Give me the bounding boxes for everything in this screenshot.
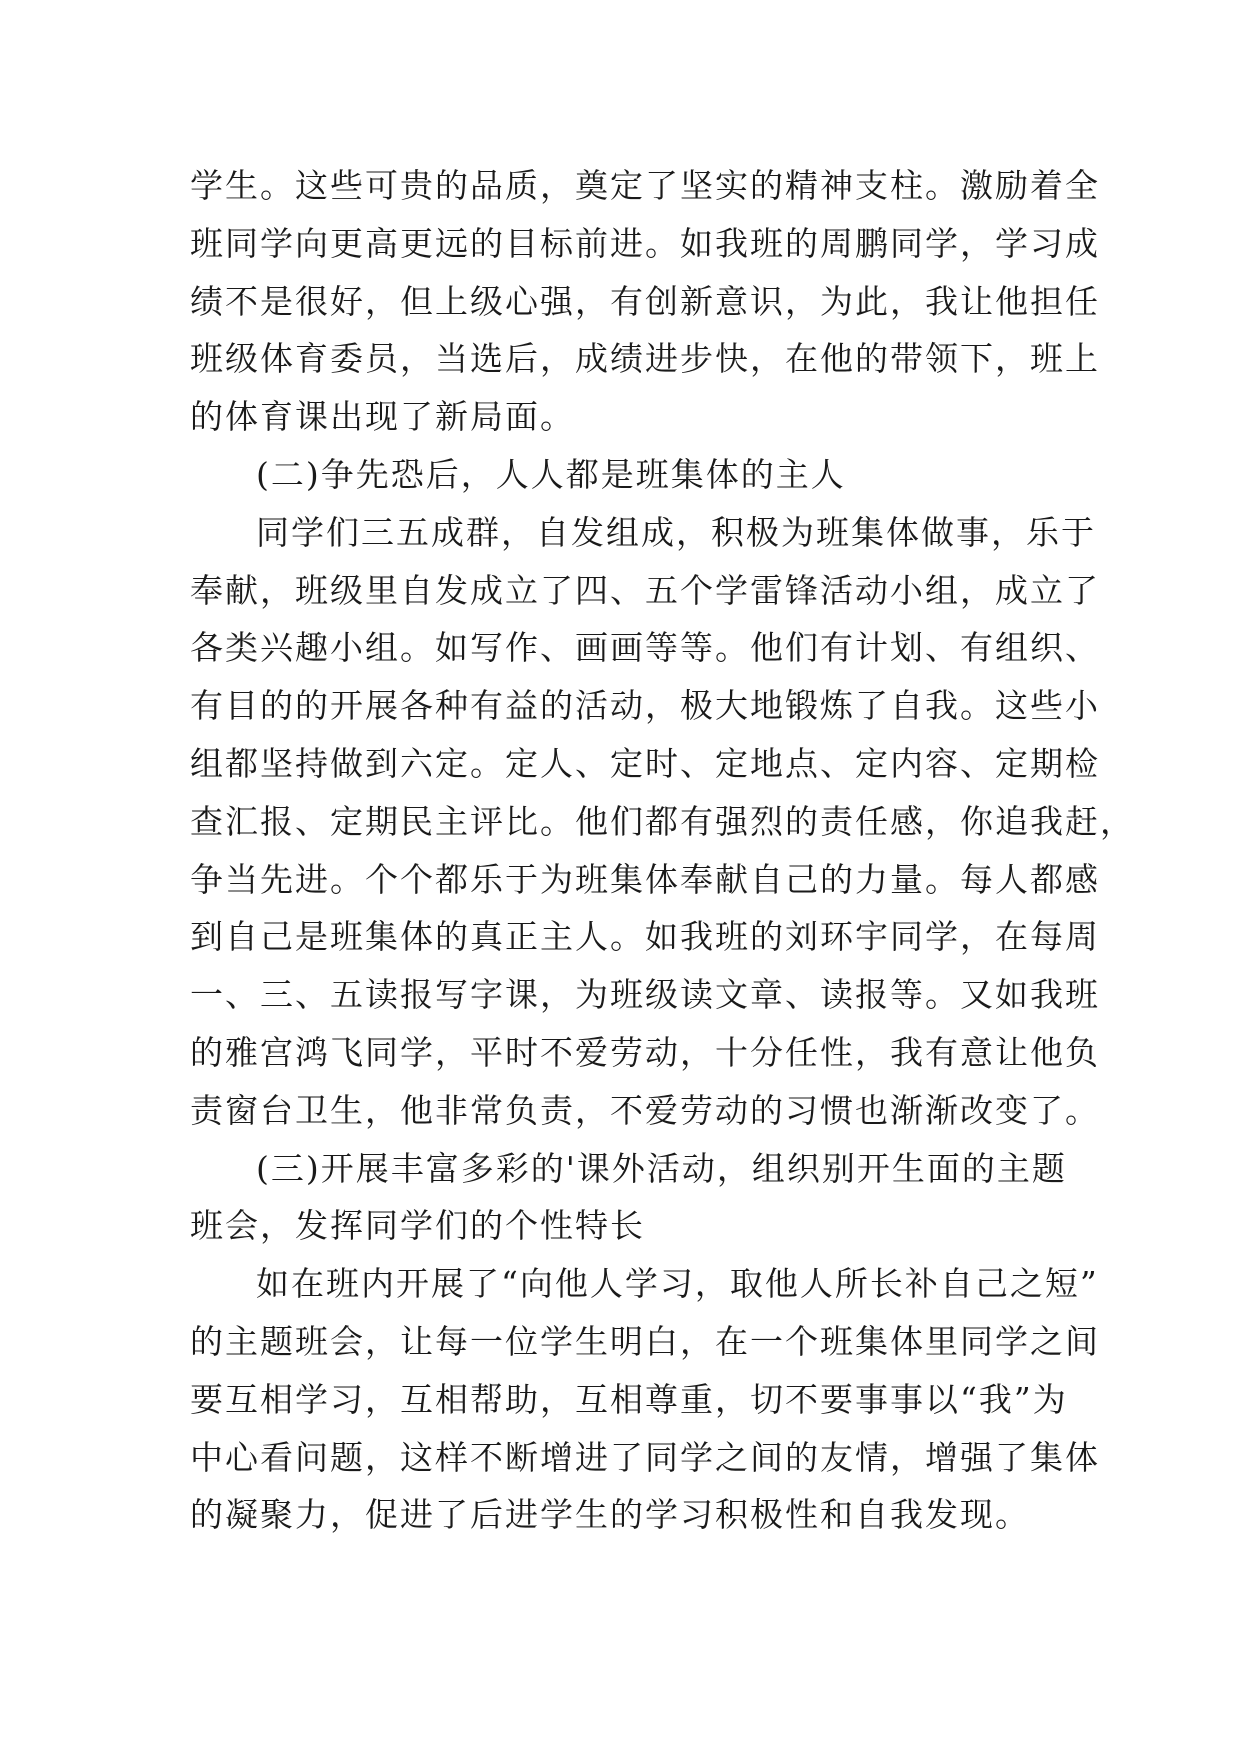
text-line: 到自己是班集体的真正主人。如我班的刘环宇同学，在每周: [190, 917, 1100, 957]
text-line: 班级体育委员，当选后，成绩进步快，在他的带领下，班上: [190, 339, 1100, 379]
text-line: 的雅宫鸿飞同学，平时不爱劳动，十分任性，我有意让他负: [190, 1032, 1100, 1072]
text-line: 查汇报、定期民主评比。他们都有强烈的责任感，你追我赶，: [190, 801, 1135, 841]
text-line: 各类兴趣小组。如写作、画画等等。他们有计划、有组织、: [190, 628, 1100, 668]
text-line: 班同学向更高更远的目标前进。如我班的周鹏同学，学习成: [190, 223, 1100, 263]
section-heading: (二)争先恐后，人人都是班集体的主人: [256, 454, 846, 494]
text-line: 学生。这些可贵的品质，奠定了坚实的精神支柱。激励着全: [190, 166, 1100, 205]
text-line: 同学们三五成群，自发组成，积极为班集体做事，乐于: [256, 512, 1096, 552]
text-line: 奉献，班级里自发成立了四、五个学雷锋活动小组，成立了: [190, 570, 1100, 610]
text-line: 如在班内开展了“向他人学习，取他人所长补自己之短”: [256, 1264, 1099, 1304]
section-heading-continued: 班会，发挥同学们的个性特长: [190, 1206, 645, 1246]
text-line: 一、三、五读报写字课，为班级读文章、读报等。又如我班: [190, 975, 1100, 1015]
text-line: 的主题班会，让每一位学生明白，在一个班集体里同学之间: [190, 1321, 1100, 1361]
text-line: 的凝聚力，促进了后进学生的学习积极性和自我发现。: [190, 1495, 1030, 1535]
text-line: 争当先进。个个都乐于为班集体奉献自己的力量。每人都感: [190, 859, 1100, 899]
text-line: 的体育课出现了新局面。: [190, 397, 575, 437]
text-line: 要互相学习，互相帮助，互相尊重，切不要事事以“我”为: [190, 1379, 1068, 1419]
body-text: [190, 157, 1135, 1544]
text-line: 责窗台卫生，他非常负责，不爱劳动的习惯也渐渐改变了。: [190, 1090, 1100, 1130]
text-line: 组都坚持做到六定。定人、定时、定地点、定内容、定期检: [190, 743, 1100, 783]
text-line: 绩不是很好，但上级心强，有创新意识，为此，我让他担任: [190, 281, 1100, 321]
section-heading: (三)开展丰富多彩的'课外活动，组织别开生面的主题: [256, 1148, 1067, 1188]
text-line: 中心看问题，这样不断增进了同学之间的友情，增强了集体: [190, 1437, 1100, 1477]
text-line: 有目的的开展各种有益的活动，极大地锻炼了自我。这些小: [190, 686, 1100, 726]
